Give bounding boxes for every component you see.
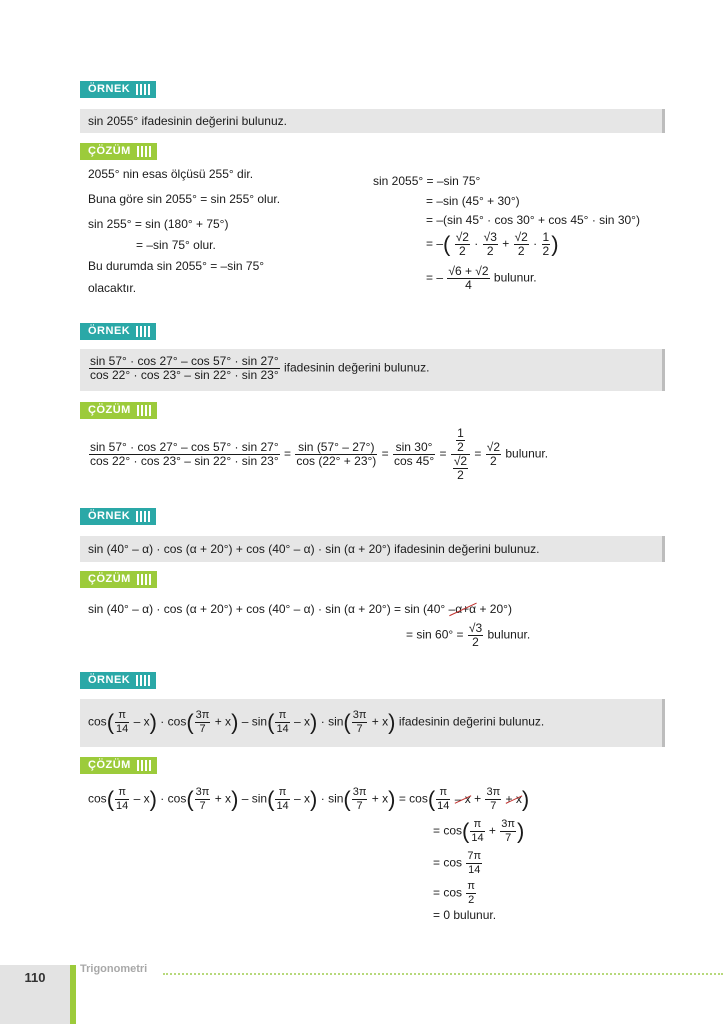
ornek-tag-3: ÖRNEK — [80, 508, 156, 525]
solution-line: 2055° nin esas ölçüsü 255° dir. — [88, 167, 254, 181]
question-box-4 — [80, 699, 665, 747]
solution-line: olacaktır. — [88, 281, 137, 295]
cancelled-term: –α+α — [448, 602, 477, 616]
question-box-1 — [80, 109, 665, 133]
tag-bars-icon — [137, 146, 153, 157]
ornek-tag-1 — [80, 81, 156, 98]
cancelled-term: – x — [454, 791, 471, 806]
solution-line: Buna göre sin 2055° = sin 255° olur. — [88, 192, 281, 206]
footer-dotted-rule — [163, 973, 723, 975]
tag-bars-icon — [136, 326, 152, 337]
solution-line: sin 255° = sin (180° + 75°) — [88, 217, 229, 231]
tag-bars-icon — [136, 84, 152, 95]
question-4: cos( $\frac{\pi}{14}$ – x) · cos( $\frac{3\pi}{7}$ + x) – sin( $\frac{\pi}{14}$ – x) · sin( $\frac{3\pi}{7}$ + x) ifadesinin değerini bulunuz. — [88, 709, 545, 735]
cozum-tag-3: ÇÖZÜM — [80, 571, 157, 588]
tag-bars-icon — [137, 405, 153, 416]
question-3: sin (40° – α) · cos (α + 20°) + cos (40° – α) · sin (α + 20°) ifadesinin değerini bulunuz. — [88, 542, 540, 556]
question-box-3 — [80, 536, 665, 562]
page-number: 110 — [0, 965, 70, 1024]
tag-bars-icon — [137, 574, 153, 585]
tag-bars-icon — [137, 760, 153, 771]
solution-3-line-2: = sin 60° = $\frac{√3}{2}$ bulunur. — [406, 621, 531, 649]
tag-bars-icon — [136, 675, 152, 686]
cozum-tag-2: ÇÖZÜM — [80, 402, 157, 419]
solution-line: sin 2055° = –sin 75° — [373, 174, 481, 188]
solution-2: $\frac{\sin 57^\circ \cdot \cos 27^\circ - \cos 57^\circ \cdot \sin 27^\circ}{\cos 22^\circ \cdot \cos 23^\circ - \sin 22^\circ \cdot \sin 23^\circ}$ = $\frac{\sin (57^\circ - 27^\circ)}{\cos (22^\circ + 23^\circ)}$ = $\frac{\sin 30^\circ}{\cos 45^\circ}$ = $\frac{\frac{1}{2}}{\frac{√2}{2}}$ = $\frac{√2}{2}$ bulunur. — [90, 426, 549, 482]
solution-4-line-5: = 0 bulunur. — [433, 908, 497, 922]
solution-line: = – $\frac{√6 + √2}{4}$ bulunur. — [426, 264, 537, 292]
question-1: sin 2055° ifadesinin değerini bulunuz. — [88, 114, 287, 128]
solution-4-line-3: = cos $\frac{7\pi}{14}$ — [433, 850, 482, 876]
tag-bars-icon — [136, 511, 152, 522]
cozum-tag-1: ÇÖZÜM — [80, 143, 157, 160]
solution-line: = –sin 75° olur. — [136, 238, 216, 252]
solution-4-line-1: cos( $\frac{\pi}{14}$ – x) · cos( $\frac{3\pi}{7}$ + x) – sin( $\frac{\pi}{14}$ – x) · sin( $\frac{3\pi}{7}$ + x) = cos( $\frac{\pi}{14}$ – x + $\frac{3\pi}{7}$ + x) — [88, 786, 530, 812]
solution-line: = –(sin 45° · cos 30° + cos 45° · sin 30°) — [426, 213, 640, 227]
ornek-tag-4: ÖRNEK — [80, 672, 156, 689]
question-2: $\frac{\sin 57^\circ \cdot \cos 27^\circ - \cos 57^\circ \cdot \sin 27^\circ}{\cos 22^\circ \cdot \cos 23^\circ - \sin 22^\circ \cdot \sin 23^\circ}$ ifadesinin değerini bulunuz. — [90, 354, 430, 382]
solution-line: Bu durumda sin 2055° = –sin 75° — [88, 259, 265, 273]
cancelled-term: + x — [505, 791, 522, 806]
solution-4-line-2: = cos( $\frac{\pi}{14}$ + $\frac{3\pi}{7}$ ) — [433, 818, 525, 844]
question-box-2 — [80, 349, 665, 391]
footer-accent-bar — [70, 965, 76, 1024]
ornek-label: ÖRNEK — [88, 83, 131, 95]
solution-line: = –sin (45° + 30°) — [426, 194, 520, 208]
cozum-tag-4: ÇÖZÜM — [80, 757, 157, 774]
solution-3-line-1: sin (40° – α) · cos (α + 20°) + cos (40° – α) · sin (α + 20°) = sin (40° –α+α + 20°) — [88, 602, 512, 616]
solution-line: = –( $\frac{√2}{2}$ · $\frac{√3}{2}$ + $\frac{√2}{2}$ · $\frac{1}{2}$ ) — [426, 230, 559, 258]
chapter-title: Trigonometri — [80, 963, 148, 975]
solution-4-line-4: = cos $\frac{\pi}{2}$ — [433, 880, 475, 906]
ornek-tag-2: ÖRNEK — [80, 323, 156, 340]
